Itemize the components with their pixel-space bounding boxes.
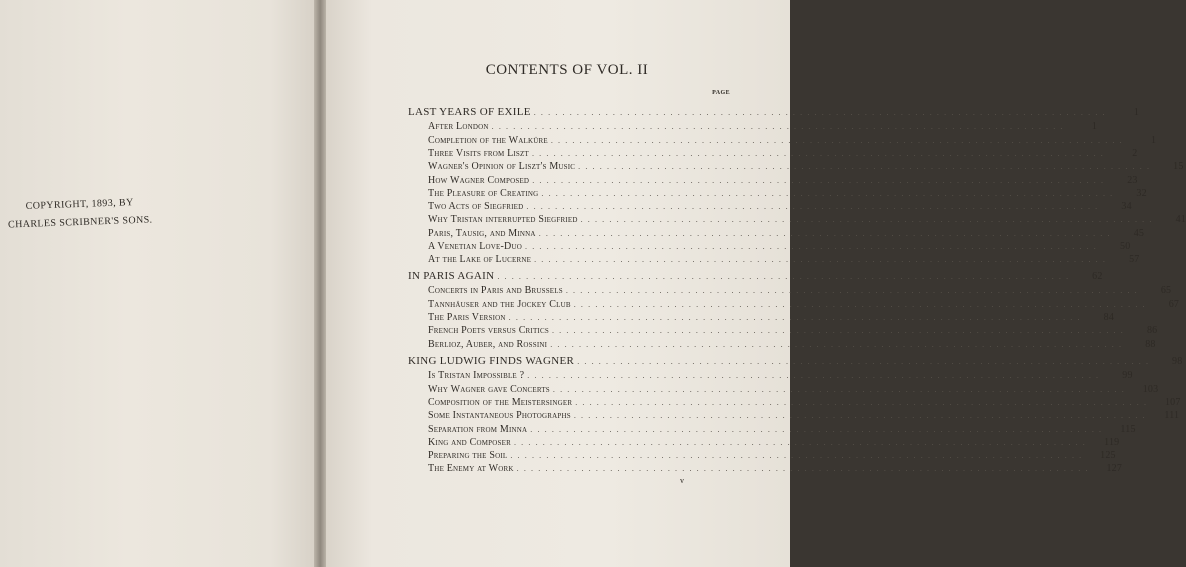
dot-leader: . . . . . . . . . . . . . . . . . . . . . . . . . . . . . . . . . . . . . . . . . . . . . . . . . . . . . . . . . . . . . . . . . . . . . . . . . . . . . . . . <box>531 148 1105 158</box>
toc-entry <box>428 298 1180 313</box>
dot-leader: . . . . . . . . . . . . . . . . . . . . . . . . . . . . . . . . . . . . . . . . . . . . . . . . . . . . . . . . . . . . . . . . . . . . . . . . . . . . . . . . <box>580 215 1153 225</box>
dot-leader: . . . . . . . . . . . . . . . . . . . . . . . . . . . . . . . . . . . . . . . . . . . . . . . . . . . . . . . . . . . . . . . . . . . . . . . . . . . . . . . . <box>508 312 1082 322</box>
dot-leader: . . . . . . . . . . . . . . . . . . . . . . . . . . . . . . . . . . . . . . . . . . . . . . . . . . . . . . . . . . . . . . . . . . . . . . . . . . . . . . . . <box>513 437 1087 447</box>
entry-label: Completion of the Walküre <box>428 134 548 146</box>
dot-leader: . . . . . . . . . . . . . . . . . . . . . . . . . . . . . . . . . . . . . . . . . . . . . . . . . . . . . . . . . . . . . . . . . . . . . . . . . . . . . . . . <box>541 188 1114 198</box>
section-title: LAST YEARS OF EXILE <box>408 106 531 118</box>
copyright-line: COPYRIGHT, 1893, BY <box>25 197 134 212</box>
page-number: 88 <box>1145 338 1156 350</box>
toc-entry <box>428 241 1131 255</box>
entry-label: After London <box>428 121 489 133</box>
entry-label: At the Lake of Lucerne <box>428 254 532 266</box>
page-number: 1 <box>1133 107 1140 118</box>
toc-entry <box>428 214 1186 228</box>
dot-leader: . . . . . . . . . . . . . . . . . . . . . . . . . . . . . . . . . . . . . . . . . . . . . . . . . . . . . . . . . . . . . . . . . . . . . . . . . . . . . . . . <box>510 451 1083 461</box>
page-number: 67 <box>1168 298 1180 310</box>
entry-label: Two Acts of Siegfried <box>428 201 524 213</box>
toc-section <box>408 106 1140 120</box>
dot-leader: . . . . . . . . . . . . . . . . . . . . . . . . . . . . . . . . . . . . . . . . . . . . . . . . . . . . . . . . . . . . . . . . . . . . . . . . . . . . . . . . <box>551 326 1125 336</box>
toc-entry <box>428 227 1145 242</box>
continuation-mark: v <box>680 476 684 485</box>
dot-leader: . . . . . . . . . . . . . . . . . . . . . . . . . . . . . . . . . . . . . . . . . . . . . . . . . . . . . . . . . . . . . . . . . . . . . . . . . . . . . . . . <box>578 162 1151 172</box>
page-number: 86 <box>1146 325 1158 337</box>
page-number: 127 <box>1106 463 1123 475</box>
toc-entry <box>428 436 1120 451</box>
entry-label: A Venetian Love-Duo <box>428 241 522 252</box>
publisher-line: CHARLES SCRIBNER'S SONS. <box>7 214 153 231</box>
page-number: 111 <box>1164 410 1180 422</box>
toc-entry <box>428 285 1172 299</box>
toc-entry <box>428 134 1157 149</box>
dot-leader: . . . . . . . . . . . . . . . . . . . . . . . . . . . . . . . . . . . . . . . . . . . . . . . . . . . . . . . . . . . . . . . . . . . . . . . . . . . . . . . . <box>552 384 1126 394</box>
page-number: 32 <box>1136 187 1147 199</box>
page-number: 98 <box>1171 356 1183 367</box>
toc-entry <box>428 161 1184 175</box>
dot-leader: . . . . . . . . . . . . . . . . . . . . . . . . . . . . . . . . . . . . . . . . . . . . . . . . . . . . . . . . . . . . . . . . . . . . . . . . . . . . . . . . <box>575 397 1148 407</box>
dot-leader: . . . . . . . . . . . . . . . . . . . . . . . . . . . . . . . . . . . . . . . . . . . . . . . . . . . . . . . . . . . . . . . . . . . . . . . . . . . . . . . . <box>538 228 1112 238</box>
dot-leader: . . . . . . . . . . . . . . . . . . . . . . . . . . . . . . . . . . . . . . . . . . . . . . . . . . . . . . . . . . . . . . . . . . . . . . . . . . . . . . . . <box>525 242 1098 251</box>
left-page <box>0 0 318 567</box>
entry-label: How Wagner Composed <box>428 174 530 186</box>
page-number: 34 <box>1121 201 1132 213</box>
section-title: KING LUDWIG FINDS WAGNER <box>408 355 575 367</box>
contents-title: CONTENTS OF VOL. II <box>485 62 649 78</box>
entry-label: Preparing the Soil <box>428 450 508 462</box>
toc-entry <box>428 338 1156 353</box>
toc-entry <box>428 254 1140 268</box>
toc-entry <box>428 410 1180 424</box>
page-number: 50 <box>1120 241 1131 252</box>
entry-label: French Poets versus Critics <box>428 325 549 337</box>
entry-label: The Pleasure of Creating <box>428 187 539 199</box>
page-number: 115 <box>1120 423 1136 435</box>
dot-leader: . . . . . . . . . . . . . . . . . . . . . . . . . . . . . . . . . . . . . . . . . . . . . . . . . . . . . . . . . . . . . . . . . . . . . . . . . . . . . . . . <box>534 255 1107 265</box>
toc-entry <box>428 187 1147 202</box>
entry-label: Paris, Tausig, and Minna <box>428 227 536 239</box>
dot-leader: . . . . . . . . . . . . . . . . . . . . . . . . . . . . . . . . . . . . . . . . . . . . . . . . . . . . . . . . . . . . . . . . . . . . . . . . . . . . . . . . <box>565 286 1139 296</box>
page-number: 23 <box>1127 174 1138 186</box>
page-number: 84 <box>1103 311 1115 323</box>
entry-label: The Enemy at Work <box>428 463 514 475</box>
entry-label: Tannhäuser and the Jockey Club <box>428 298 571 310</box>
toc-entry <box>428 174 1138 189</box>
entry-label: Why Tristan interrupted Siegfried <box>428 214 578 226</box>
dot-leader: . . . . . . . . . . . . . . . . . . . . . . . . . . . . . . . . . . . . . . . . . . . . . . . . . . . . . . . . . . . . . . . . . . . . . . . . . . . . . . . . <box>497 272 1070 281</box>
entry-label: Concerts in Paris and Brussels <box>428 285 563 297</box>
toc-section <box>408 270 1103 284</box>
toc-section <box>408 355 1183 369</box>
toc-entry <box>428 147 1138 162</box>
page-column-header: PAGE <box>712 90 730 96</box>
dot-leader: . . . . . . . . . . . . . . . . . . . . . . . . . . . . . . . . . . . . . . . . . . . . . . . . . . . . . . . . . . . . . . . . . . . . . . . . . . . . . . . . <box>573 411 1147 421</box>
dot-leader: . . . . . . . . . . . . . . . . . . . . . . . . . . . . . . . . . . . . . . . . . . . . . . . . . . . . . . . . . . . . . . . . . . . . . . . . . . . . . . . . <box>516 464 1090 474</box>
toc-entry <box>428 201 1132 215</box>
toc-entry <box>428 370 1133 384</box>
entry-label: Separation from Minna <box>428 423 528 435</box>
entry-label: Composition of the Meistersinger <box>428 396 573 408</box>
page-number: 57 <box>1129 254 1140 266</box>
toc-entry <box>428 423 1136 438</box>
dot-leader: . . . . . . . . . . . . . . . . . . . . . . . . . . . . . . . . . . . . . . . . . . . . . . . . . . . . . . . . . . . . . . . . . . . . . . . . . . . . . . . . <box>532 175 1105 185</box>
dot-leader: . . . . . . . . . . . . . . . . . . . . . . . . . . . . . . . . . . . . . . . . . . . . . . . . . . . . . . . . . . . . . . . . . . . . . . . . . . . . . . . . <box>550 135 1124 145</box>
dot-leader: . . . . . . . . . . . . . . . . . . . . . . . . . . . . . . . . . . . . . . . . . . . . . . . . . . . . . . . . . . . . . . . . . . . . . . . . . . . . . . . . <box>527 371 1100 381</box>
entry-label: Why Wagner gave Concerts <box>428 383 550 395</box>
page-number: 15 <box>1173 161 1184 173</box>
page-number: 99 <box>1122 370 1133 382</box>
page-number: 41 <box>1175 214 1186 226</box>
dot-leader: . . . . . . . . . . . . . . . . . . . . . . . . . . . . . . . . . . . . . . . . . . . . . . . . . . . . . . . . . . . . . . . . . . . . . . . . . . . . . . . . <box>550 339 1123 349</box>
toc-entry <box>428 383 1159 398</box>
page-number: 103 <box>1142 383 1159 395</box>
page-number: 107 <box>1164 396 1181 408</box>
entry-label: The Paris Version <box>428 311 506 323</box>
section-title: IN PARIS AGAIN <box>408 270 495 282</box>
page-number: 2 <box>1132 147 1138 159</box>
entry-label: King and Composer <box>428 436 511 448</box>
entry-label: Is Tristan Impossible ? <box>428 370 525 382</box>
entry-label: Berlioz, Auber, and Rossini <box>428 338 548 350</box>
page-number: 119 <box>1104 436 1120 448</box>
dot-leader: . . . . . . . . . . . . . . . . . . . . . . . . . . . . . . . . . . . . . . . . . . . . . . . . . . . . . . . . . . . . . . . . . . . . . . . . . . . . . . . . <box>573 299 1147 309</box>
dot-leader: . . . . . . . . . . . . . . . . . . . . . . . . . . . . . . . . . . . . . . . . . . . . . . . . . . . . . . . . . . . . . . . . . . . . . . . . . . . . . . . . <box>577 357 1150 366</box>
page-number: 65 <box>1160 285 1172 297</box>
entry-label: Some Instantaneous Photographs <box>428 410 571 422</box>
dot-leader: . . . . . . . . . . . . . . . . . . . . . . . . . . . . . . . . . . . . . . . . . . . . . . . . . . . . . . . . . . . . . . . . . . . . . . . . . . . . . . . . <box>491 122 1065 132</box>
copyright-notice <box>0 193 161 235</box>
page-number: 125 <box>1100 450 1116 462</box>
page-number: 1 <box>1091 121 1098 133</box>
entry-label: Wagner's Opinion of Liszt's Music <box>428 161 576 173</box>
page-number: 62 <box>1092 271 1103 282</box>
toc-entry <box>428 121 1098 135</box>
dot-leader: . . . . . . . . . . . . . . . . . . . . . . . . . . . . . . . . . . . . . . . . . . . . . . . . . . . . . . . . . . . . . . . . . . . . . . . . . . . . . . . . <box>533 108 1107 117</box>
page-number: 45 <box>1133 227 1145 239</box>
dot-leader: . . . . . . . . . . . . . . . . . . . . . . . . . . . . . . . . . . . . . . . . . . . . . . . . . . . . . . . . . . . . . . . . . . . . . . . . . . . . . . . . <box>526 202 1099 212</box>
toc-entry <box>428 325 1158 339</box>
page-number: 1 <box>1151 134 1157 146</box>
toc-entry <box>428 396 1181 411</box>
toc-entry <box>428 450 1116 464</box>
dot-leader: . . . . . . . . . . . . . . . . . . . . . . . . . . . . . . . . . . . . . . . . . . . . . . . . . . . . . . . . . . . . . . . . . . . . . . . . . . . . . . . . <box>530 424 1103 434</box>
entry-label: Three Visits from Liszt <box>428 147 529 159</box>
toc-entry <box>428 311 1115 326</box>
